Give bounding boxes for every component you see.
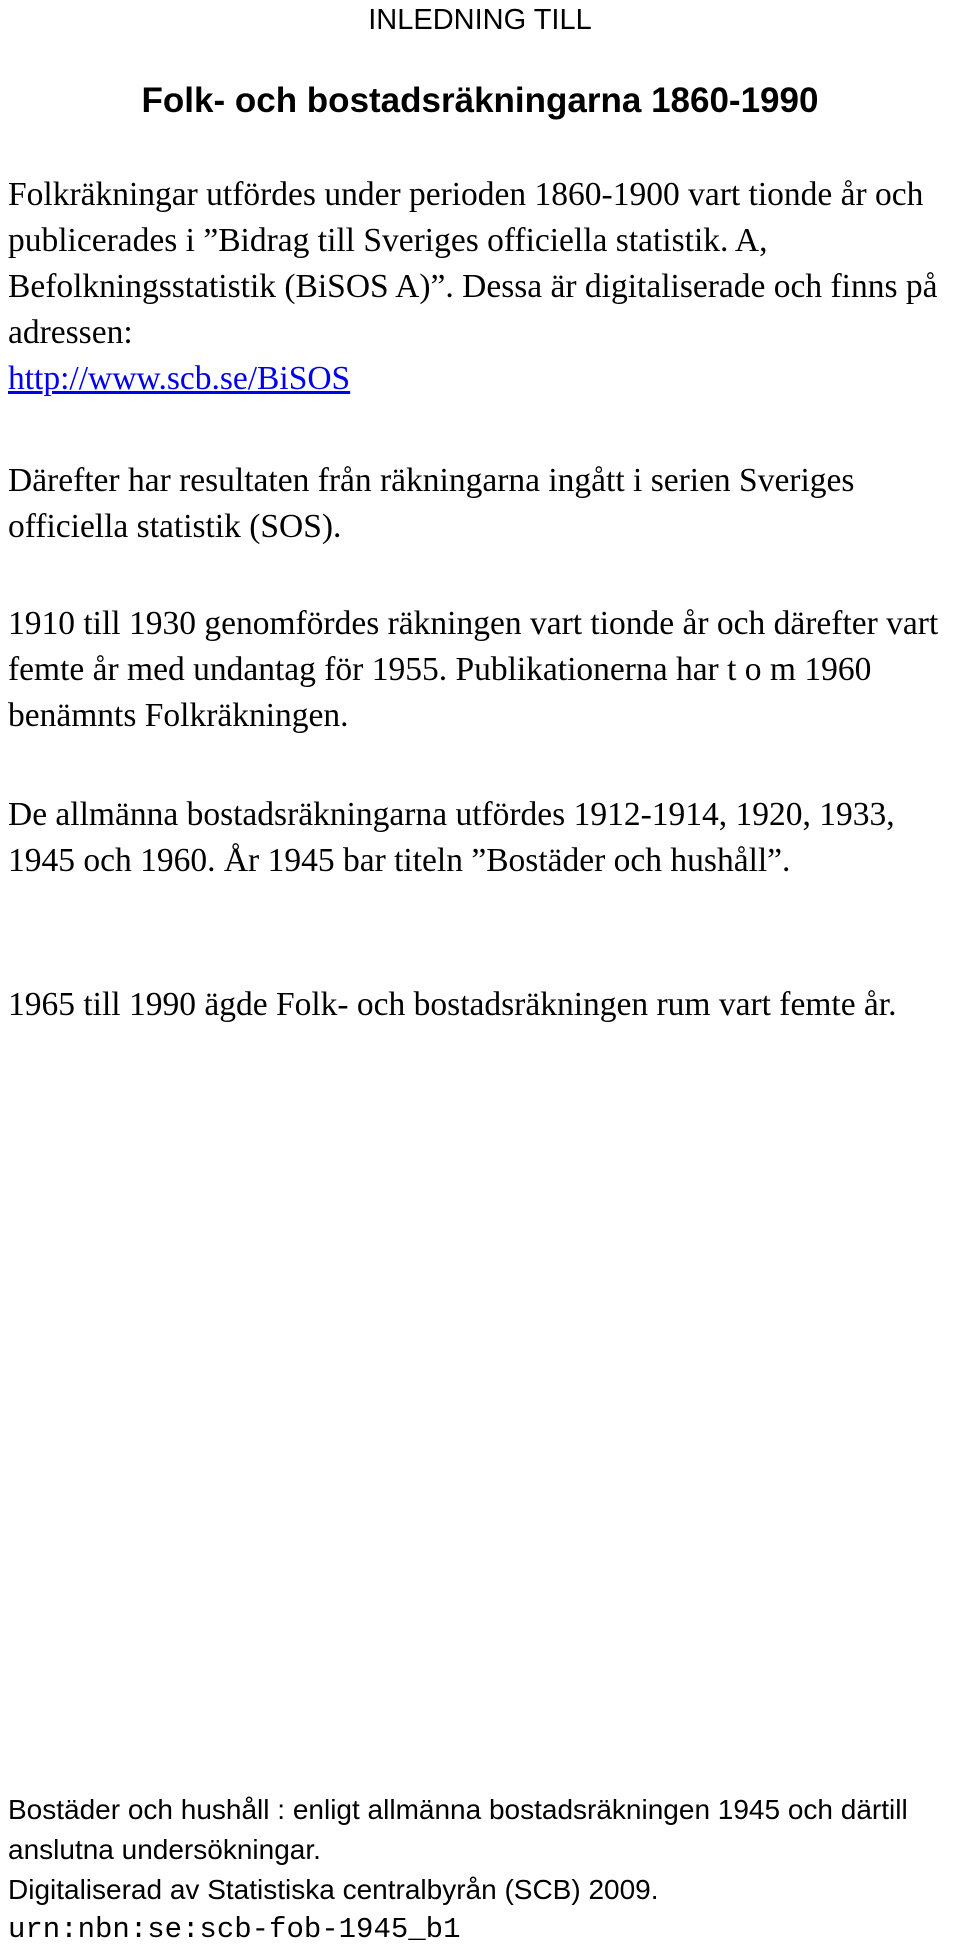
paragraph-sos: Därefter har resultaten från räkningarna ingått i serien Sveriges officiella statistik (SOS). — [8, 462, 855, 545]
document-kicker: INLEDNING TILL — [368, 4, 592, 36]
paragraph-bostadsrakningar: De allmänna bostadsräkningarna utfördes 1912-1914, 1920, 1933, 1945 och 1960. År 1945 bar titeln ”Bostäder och hushåll”. — [8, 796, 895, 879]
paragraph-bisos — [8, 172, 958, 402]
document-title: Folk- och bostadsräkningarna 1860-1990 — [141, 81, 819, 120]
footer-digitized-by: Digitaliserad av Statistiska centralbyrån (SCB) 2009. — [8, 1874, 659, 1905]
paragraph-folkrakningen: 1910 till 1930 genomfördes räkningen vart tionde år och därefter vart femte år med undantag för 1955. Publikationerna har t o m 1960 benämnts Folkräkningen. — [8, 605, 939, 734]
document-footer — [8, 1790, 958, 1950]
paragraph-fob: 1965 till 1990 ägde Folk- och bostadsräkningen rum vart femte år. — [8, 986, 897, 1023]
footer-publication-title: Bostäder och hushåll : enligt allmänna bostadsräkningen 1945 och därtill anslutna undersökningar. — [8, 1794, 908, 1865]
paragraph-bisos-text: Folkräkningar utfördes under perioden 1860-1900 vart tionde år och publicerades i ”Bidrag till Sveriges officiella statistik. A, Befolkningsstatistik (BiSOS A)”. Dessa är digitaliserade och finns på adressen: — [8, 176, 938, 351]
footer-urn: urn:nbn:se:scb-fob-1945_b1 — [8, 1913, 461, 1946]
bisos-link[interactable]: http://www.scb.se/BiSOS — [8, 360, 351, 397]
